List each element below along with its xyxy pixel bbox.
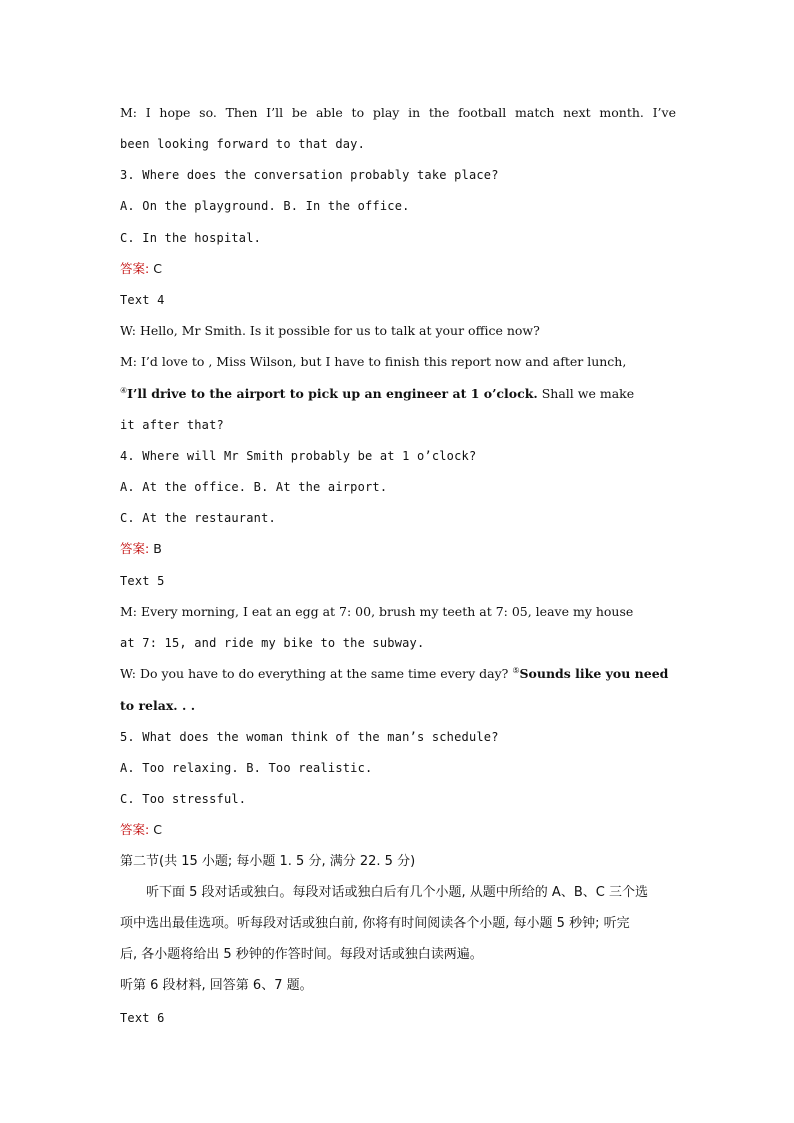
text-heading: Text 4 xyxy=(120,293,165,307)
circled-number-marker: ④ xyxy=(120,385,128,395)
instruction-line: 后, 各小题将给出 5 秒钟的作答时间。每段对话或独白读两遍。 xyxy=(120,947,483,962)
dialogue-line: M: I’d love to , Miss Wilson, but I have to finish this report now and after lunch, xyxy=(120,354,627,369)
key-sentence: Sounds like you need xyxy=(519,666,669,681)
question-4-option-c: C. At the restaurant. xyxy=(120,511,276,525)
question-5-options-ab: A. Too relaxing. B. Too realistic. xyxy=(120,761,373,775)
dialogue-line: at 7: 15, and ride my bike to the subway. xyxy=(120,636,425,650)
text-heading: Text 6 xyxy=(120,1011,165,1025)
key-sentence: to relax. . . xyxy=(120,698,196,713)
answer-value: C xyxy=(153,822,162,837)
key-sentence: I’ll drive to the airport to pick up an engineer at 1 o’clock. xyxy=(127,386,538,401)
dialogue-line xyxy=(120,385,676,403)
text-heading: Text 5 xyxy=(120,574,165,588)
dialogue-text: W: Do you have to do everything at the same time every day? xyxy=(120,666,513,681)
instruction-line: 听下面 5 段对话或独白。每段对话或独白后有几个小题, 从题中所给的 A、B、C 三个选 xyxy=(146,885,648,900)
question-4: 4. Where will Mr Smith probably be at 1 o’clock? xyxy=(120,449,477,463)
instruction-line: 项中选出最佳选项。听每段对话或独白前, 你将有时间阅读各个小题, 每小题 5 秒钟; 听完 xyxy=(120,916,630,931)
answer-3 xyxy=(120,260,676,278)
dialogue-text: Shall we make xyxy=(537,386,635,401)
circled-number-marker: ⑤ xyxy=(512,665,520,675)
answer-value: C xyxy=(153,261,162,276)
question-3: 3. Where does the conversation probably take place? xyxy=(120,168,499,182)
instruction-line: 听第 6 段材料, 回答第 6、7 题。 xyxy=(120,978,313,993)
question-5: 5. What does the woman think of the man’s schedule? xyxy=(120,730,499,744)
dialogue-line xyxy=(120,665,676,683)
answer-label: 答案: xyxy=(120,541,150,556)
question-5-option-c: C. Too stressful. xyxy=(120,792,247,806)
answer-label: 答案: xyxy=(120,822,150,837)
dialogue-line: been looking forward to that day. xyxy=(120,137,366,151)
section-heading: 第二节(共 15 小题; 每小题 1. 5 分, 满分 22. 5 分) xyxy=(120,854,416,869)
answer-5 xyxy=(120,821,676,839)
dialogue-line: it after that? xyxy=(120,418,224,432)
answer-value: B xyxy=(153,541,162,556)
dialogue-line: W: Hello, Mr Smith. Is it possible for us to talk at your office now? xyxy=(120,323,540,338)
question-3-options-ab: A. On the playground. B. In the office. xyxy=(120,199,410,213)
answer-4 xyxy=(120,540,676,558)
answer-label: 答案: xyxy=(120,261,150,276)
question-3-option-c: C. In the hospital. xyxy=(120,231,262,245)
question-4-options-ab: A. At the office. B. At the airport. xyxy=(120,480,388,494)
dialogue-line: M: I hope so. Then I’ll be able to play in the football match next month. I’ve xyxy=(120,105,676,120)
dialogue-line: M: Every morning, I eat an egg at 7: 00, brush my teeth at 7: 05, leave my house xyxy=(120,604,634,619)
